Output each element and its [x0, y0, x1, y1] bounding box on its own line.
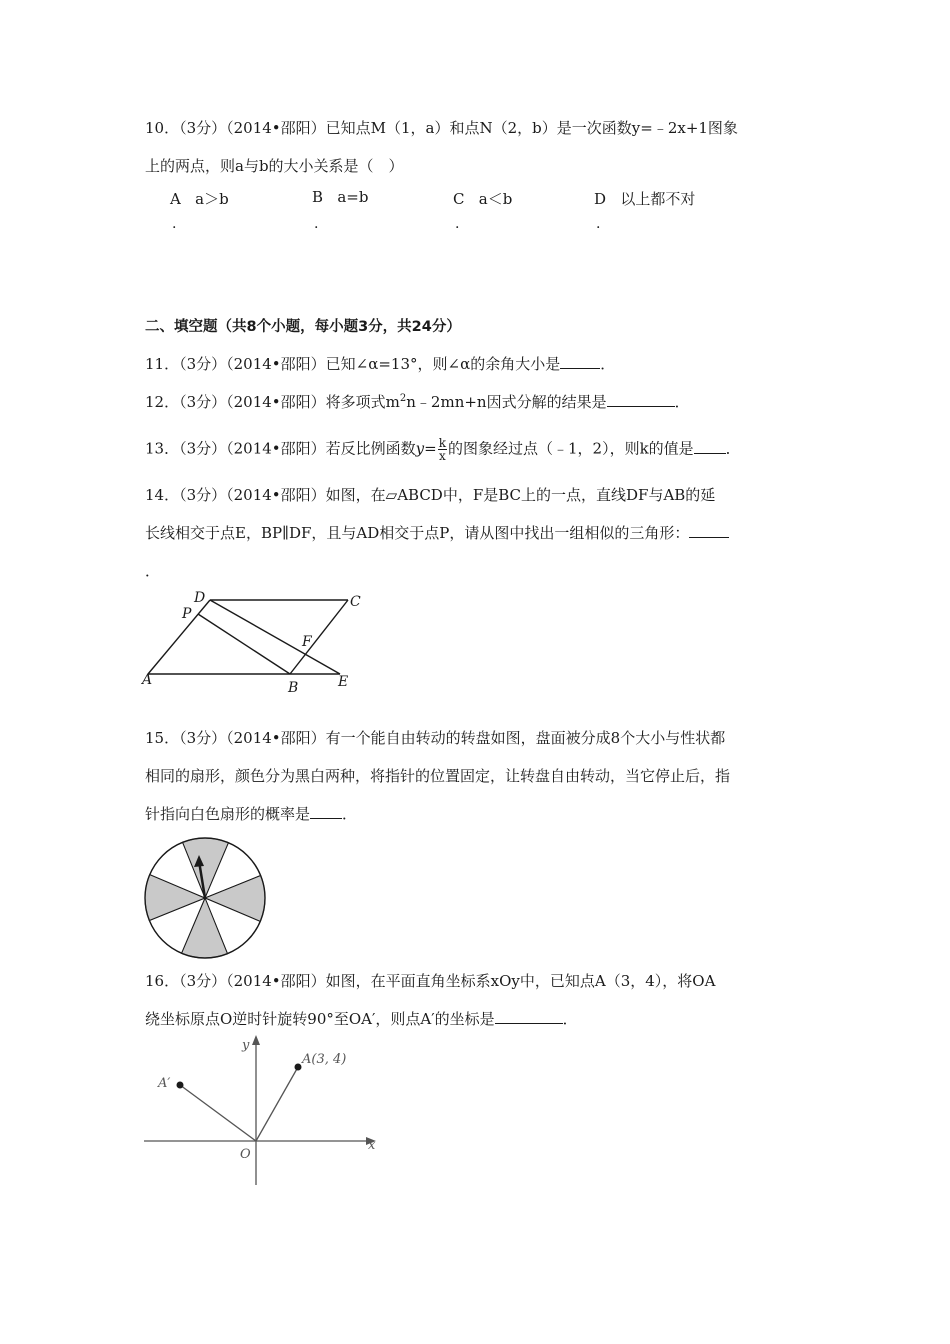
label-c: C — [350, 594, 361, 610]
q10-line1: 10．（3分）（2014•邵阳）已知点M（1，a）和点N（2，b）是一次函数y=﹣2x+1图象 — [145, 119, 738, 137]
q15-line3 — [145, 804, 357, 824]
label-o: O — [240, 1147, 251, 1162]
segment-cb — [290, 600, 348, 674]
q10-option-d-dot: . — [596, 216, 601, 232]
option-letter: D — [594, 190, 607, 208]
label-d: D — [194, 590, 206, 606]
label-b: B — [288, 680, 299, 696]
label-aprime: A′ — [158, 1076, 171, 1091]
q16-line2 — [145, 1009, 578, 1029]
q11 — [145, 354, 615, 374]
label-a: A — [142, 672, 153, 688]
segment-oa — [256, 1067, 298, 1141]
q15-end: ． — [342, 805, 358, 823]
q12-sup: 2 — [399, 393, 407, 404]
q13 — [145, 437, 741, 462]
q11-end: ． — [600, 355, 616, 373]
q12-post: n﹣2mn+n因式分解的结果是 — [406, 393, 607, 411]
q12-end: ． — [674, 393, 690, 411]
segment-pb — [198, 614, 290, 674]
label-y: y — [242, 1038, 250, 1053]
parallelogram-figure — [140, 588, 370, 698]
point-aprime — [177, 1082, 184, 1089]
label-a: A(3, 4) — [302, 1052, 347, 1067]
q16-end: ． — [562, 1010, 578, 1028]
section-heading: 二、填空题（共8个小题，每小题3分，共24分） — [145, 319, 461, 335]
q14-line2 — [145, 523, 729, 543]
q10-option-a-dot: . — [172, 216, 177, 232]
q10-option-a — [170, 188, 229, 209]
option-text: 以上都不对 — [620, 190, 696, 208]
label-p: P — [182, 606, 192, 622]
answer-blank — [694, 439, 726, 454]
spinner-figure — [142, 835, 268, 961]
label-e: E — [338, 674, 349, 690]
point-a — [295, 1064, 302, 1071]
answer-blank — [310, 804, 342, 819]
q14-line2-text: 长线相交于点E，BP∥DF，且与AD相交于点P，请从图中找出一组相似的三角形： — [145, 524, 690, 542]
answer-blank — [689, 523, 729, 538]
q10-option-c — [453, 188, 512, 209]
q16-line1: 16．（3分）（2014•邵阳）如图，在平面直角坐标系xOy中，已知点A（3，4），将OA — [145, 972, 716, 990]
option-text: a＞b — [195, 190, 229, 208]
fraction-numerator: k — [438, 436, 446, 450]
q15-line3-text: 针指向白色扇形的概率是 — [145, 805, 311, 823]
label-f: F — [302, 634, 312, 650]
label-x: x — [368, 1138, 376, 1153]
q10-option-b — [312, 188, 368, 206]
q16-line2-text: 绕坐标原点O逆时针旋转90°至OA′，则点A′的坐标是 — [145, 1010, 495, 1028]
answer-blank — [607, 392, 675, 407]
q10-option-c-dot: . — [455, 216, 460, 232]
option-letter: B — [312, 188, 324, 206]
segment-de — [210, 600, 340, 674]
q10-option-b-dot: . — [314, 216, 319, 232]
option-letter: A — [170, 190, 181, 208]
q14-line1: 14．（3分）（2014•邵阳）如图，在▱ABCD中，F是BC上的一点，直线DF与AB的延 — [145, 486, 716, 504]
q11-text: 11．（3分）（2014•邵阳）已知∠α=13°，则∠α的余角大小是 — [145, 355, 561, 373]
q12-pre: 12．（3分）（2014•邵阳）将多项式m — [145, 393, 400, 411]
answer-blank — [495, 1009, 563, 1024]
q10-option-d — [594, 188, 695, 209]
q14-line3: ． — [145, 562, 161, 580]
q13-end: ． — [725, 439, 741, 458]
answer-blank — [560, 354, 600, 369]
q10-line2: 上的两点，则a与b的大小关系是（ ） — [145, 157, 404, 175]
segment-da — [148, 600, 210, 674]
option-text: a=b — [337, 188, 369, 206]
option-letter: C — [453, 190, 465, 208]
segment-oaprime — [180, 1085, 256, 1141]
option-text: a＜b — [478, 190, 513, 208]
q15-line1: 15．（3分）（2014•邵阳）有一个能自由转动的转盘如图，盘面被分成8个大小与性状都 — [145, 729, 726, 747]
fraction-denominator: x — [438, 449, 446, 463]
q13-post: 的图象经过点（﹣1，2），则k的值是 — [447, 439, 694, 458]
q13-y: y= — [415, 439, 437, 458]
q13-fraction — [438, 437, 447, 462]
q12 — [145, 389, 690, 412]
coordinate-figure — [142, 1035, 382, 1190]
y-axis-arrow-icon — [252, 1035, 260, 1045]
q13-pre: 13．（3分）（2014•邵阳）若反比例函数 — [145, 439, 416, 458]
q15-line2: 相同的扇形，颜色分为黑白两种，将指针的位置固定，让转盘自由转动，当它停止后，指 — [145, 767, 731, 785]
